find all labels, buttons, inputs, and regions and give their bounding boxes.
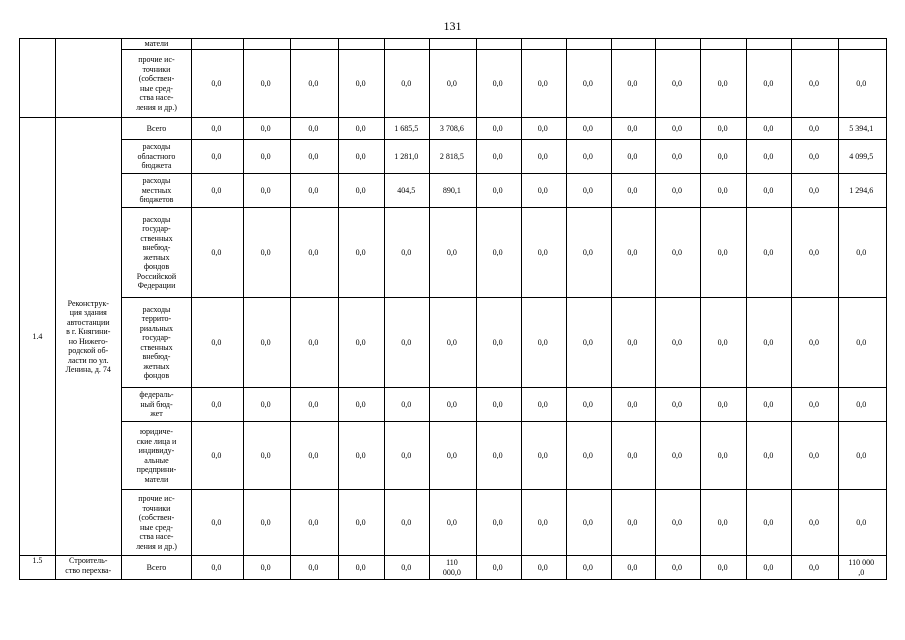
value-cell: 0,0 <box>243 388 290 422</box>
value-cell: 0,0 <box>243 490 290 556</box>
value-cell: 110 000 ,0 <box>838 556 886 580</box>
value-cell: 0,0 <box>430 490 476 556</box>
funding-source-cell: расходы государ- ственных внебюд- жетных фондов Российской Федерации <box>121 208 191 298</box>
value-cell: 0,0 <box>701 388 747 422</box>
value-cell: 0,0 <box>192 422 243 490</box>
value-cell: 1 281,0 <box>385 140 430 174</box>
value-cell: 0,0 <box>521 388 566 422</box>
value-cell <box>385 39 430 50</box>
value-cell: 0,0 <box>339 298 385 388</box>
value-cell: 0,0 <box>339 388 385 422</box>
item-number: 1.4 <box>20 118 56 556</box>
value-cell: 1 294,6 <box>838 174 886 208</box>
value-cell: 0,0 <box>339 422 385 490</box>
value-cell: 0,0 <box>385 298 430 388</box>
value-cell: 0,0 <box>655 556 700 580</box>
value-cell: 0,0 <box>476 208 521 298</box>
value-cell: 0,0 <box>566 298 611 388</box>
value-cell: 0,0 <box>701 490 747 556</box>
value-cell: 0,0 <box>792 208 838 298</box>
table-row <box>20 298 887 388</box>
value-cell: 0,0 <box>566 174 611 208</box>
value-cell: 0,0 <box>701 140 747 174</box>
item-number-cell <box>20 39 56 118</box>
value-cell: 0,0 <box>290 118 338 140</box>
value-cell: 0,0 <box>792 140 838 174</box>
value-cell: 0,0 <box>838 298 886 388</box>
value-cell: 0,0 <box>566 208 611 298</box>
value-cell: 0,0 <box>243 174 290 208</box>
table-row <box>20 174 887 208</box>
value-cell: 0,0 <box>521 140 566 174</box>
value-cell: 0,0 <box>566 140 611 174</box>
value-cell: 0,0 <box>521 50 566 118</box>
value-cell: 0,0 <box>655 298 700 388</box>
funding-source-cell: юридиче- ские лица и индивиду- альные предприни- матели <box>121 422 191 490</box>
value-cell: 0,0 <box>747 174 792 208</box>
value-cell: 0,0 <box>838 50 886 118</box>
value-cell: 3 708,6 <box>430 118 476 140</box>
value-cell: 0,0 <box>701 556 747 580</box>
funding-source-cell: федераль- ный бюд- жет <box>121 388 191 422</box>
value-cell: 0,0 <box>192 208 243 298</box>
table-row <box>20 39 887 50</box>
funding-source-cell: прочие ис- точники (собствен- ные сред- ства насе- ления и др.) <box>121 490 191 556</box>
value-cell: 0,0 <box>611 174 655 208</box>
value-cell: 0,0 <box>792 50 838 118</box>
value-cell: 0,0 <box>192 174 243 208</box>
table-row <box>20 490 887 556</box>
value-cell: 0,0 <box>476 556 521 580</box>
value-cell: 4 099,5 <box>838 140 886 174</box>
value-cell: 0,0 <box>747 388 792 422</box>
value-cell: 0,0 <box>290 422 338 490</box>
value-cell: 5 394,1 <box>838 118 886 140</box>
value-cell: 0,0 <box>566 556 611 580</box>
value-cell: 0,0 <box>521 174 566 208</box>
value-cell: 0,0 <box>747 118 792 140</box>
funding-source-cell: Всего <box>121 118 191 140</box>
value-cell: 0,0 <box>611 118 655 140</box>
value-cell: 0,0 <box>655 140 700 174</box>
value-cell: 110 000,0 <box>430 556 476 580</box>
table-row <box>20 556 887 580</box>
value-cell: 0,0 <box>611 208 655 298</box>
value-cell: 0,0 <box>290 50 338 118</box>
value-cell: 0,0 <box>655 118 700 140</box>
value-cell: 0,0 <box>838 388 886 422</box>
value-cell: 0,0 <box>243 298 290 388</box>
value-cell: 0,0 <box>655 208 700 298</box>
value-cell <box>747 39 792 50</box>
value-cell: 0,0 <box>521 118 566 140</box>
table-row <box>20 118 887 140</box>
value-cell: 0,0 <box>476 422 521 490</box>
value-cell: 0,0 <box>566 118 611 140</box>
value-cell: 0,0 <box>339 140 385 174</box>
funding-source-cell: расходы областного бюджета <box>121 140 191 174</box>
value-cell: 0,0 <box>838 490 886 556</box>
table-row <box>20 50 887 118</box>
funding-source-cell: Всего <box>121 556 191 580</box>
value-cell: 0,0 <box>192 556 243 580</box>
value-cell: 0,0 <box>611 140 655 174</box>
value-cell: 0,0 <box>243 556 290 580</box>
value-cell: 0,0 <box>701 422 747 490</box>
value-cell: 0,0 <box>566 490 611 556</box>
value-cell <box>192 39 243 50</box>
value-cell: 0,0 <box>476 388 521 422</box>
item-name-cell <box>55 39 121 118</box>
value-cell: 0,0 <box>385 422 430 490</box>
table-row <box>20 422 887 490</box>
value-cell: 0,0 <box>290 174 338 208</box>
value-cell: 0,0 <box>339 556 385 580</box>
value-cell: 0,0 <box>655 422 700 490</box>
value-cell: 0,0 <box>701 118 747 140</box>
value-cell: 0,0 <box>339 174 385 208</box>
value-cell: 0,0 <box>792 490 838 556</box>
table-row <box>20 208 887 298</box>
table-body <box>20 39 887 580</box>
value-cell: 0,0 <box>192 140 243 174</box>
value-cell: 0,0 <box>290 140 338 174</box>
value-cell: 0,0 <box>290 298 338 388</box>
value-cell: 0,0 <box>655 388 700 422</box>
value-cell <box>430 39 476 50</box>
value-cell <box>655 39 700 50</box>
value-cell: 404,5 <box>385 174 430 208</box>
value-cell: 0,0 <box>192 50 243 118</box>
value-cell <box>290 39 338 50</box>
value-cell: 0,0 <box>566 422 611 490</box>
value-cell: 0,0 <box>747 556 792 580</box>
value-cell: 0,0 <box>655 174 700 208</box>
value-cell <box>476 39 521 50</box>
item-name: Строитель- ство перехва- <box>55 556 121 580</box>
value-cell: 0,0 <box>701 298 747 388</box>
value-cell: 0,0 <box>521 298 566 388</box>
value-cell: 0,0 <box>611 388 655 422</box>
value-cell: 0,0 <box>611 422 655 490</box>
value-cell <box>566 39 611 50</box>
value-cell: 890,1 <box>430 174 476 208</box>
value-cell: 0,0 <box>838 208 886 298</box>
value-cell: 0,0 <box>430 208 476 298</box>
value-cell: 0,0 <box>747 140 792 174</box>
value-cell: 0,0 <box>792 422 838 490</box>
value-cell: 0,0 <box>290 208 338 298</box>
value-cell <box>838 39 886 50</box>
value-cell: 0,0 <box>566 50 611 118</box>
value-cell: 0,0 <box>792 118 838 140</box>
value-cell: 0,0 <box>339 50 385 118</box>
value-cell: 0,0 <box>243 118 290 140</box>
funding-source-cell: расходы террито- риальных государ- ственных внебюд- жетных фондов <box>121 298 191 388</box>
value-cell: 0,0 <box>385 556 430 580</box>
item-number: 1.5 <box>20 556 56 580</box>
value-cell: 0,0 <box>430 422 476 490</box>
value-cell: 0,0 <box>747 298 792 388</box>
value-cell: 0,0 <box>792 174 838 208</box>
table-row <box>20 140 887 174</box>
value-cell: 0,0 <box>566 388 611 422</box>
value-cell: 0,0 <box>747 50 792 118</box>
value-cell: 0,0 <box>339 208 385 298</box>
value-cell: 0,0 <box>385 50 430 118</box>
value-cell: 0,0 <box>792 388 838 422</box>
value-cell: 0,0 <box>192 388 243 422</box>
funding-source-cell: матели <box>121 39 191 50</box>
value-cell: 0,0 <box>476 50 521 118</box>
value-cell: 0,0 <box>521 490 566 556</box>
value-cell: 0,0 <box>290 388 338 422</box>
value-cell: 0,0 <box>701 50 747 118</box>
value-cell: 0,0 <box>701 174 747 208</box>
funding-table <box>19 38 887 580</box>
value-cell: 0,0 <box>521 556 566 580</box>
value-cell: 0,0 <box>243 208 290 298</box>
item-name: Реконструк- ция здания автостанции в г. Княгини- но Нижего- родской об- ласти по ул. Ленина, д. 74 <box>55 118 121 556</box>
value-cell: 0,0 <box>192 118 243 140</box>
value-cell: 0,0 <box>521 422 566 490</box>
value-cell: 0,0 <box>611 298 655 388</box>
value-cell: 0,0 <box>192 298 243 388</box>
value-cell: 0,0 <box>611 490 655 556</box>
value-cell: 0,0 <box>701 208 747 298</box>
value-cell <box>339 39 385 50</box>
value-cell: 0,0 <box>747 422 792 490</box>
value-cell: 0,0 <box>430 298 476 388</box>
value-cell: 0,0 <box>339 490 385 556</box>
value-cell <box>792 39 838 50</box>
value-cell: 0,0 <box>747 208 792 298</box>
value-cell <box>611 39 655 50</box>
value-cell <box>521 39 566 50</box>
value-cell: 0,0 <box>430 388 476 422</box>
value-cell: 0,0 <box>243 140 290 174</box>
value-cell: 0,0 <box>290 490 338 556</box>
value-cell: 0,0 <box>611 556 655 580</box>
value-cell: 0,0 <box>339 118 385 140</box>
value-cell: 0,0 <box>192 490 243 556</box>
value-cell: 0,0 <box>655 50 700 118</box>
value-cell: 0,0 <box>476 140 521 174</box>
funding-source-cell: расходы местных бюджетов <box>121 174 191 208</box>
value-cell: 0,0 <box>521 208 566 298</box>
value-cell: 0,0 <box>430 50 476 118</box>
value-cell: 0,0 <box>838 422 886 490</box>
value-cell: 0,0 <box>476 174 521 208</box>
page-number: 131 <box>443 19 462 33</box>
value-cell: 1 685,5 <box>385 118 430 140</box>
funding-source-cell: прочие ис- точники (собствен- ные сред- ства насе- ления и др.) <box>121 50 191 118</box>
value-cell: 0,0 <box>792 298 838 388</box>
value-cell <box>701 39 747 50</box>
value-cell: 0,0 <box>243 50 290 118</box>
value-cell: 0,0 <box>655 490 700 556</box>
value-cell: 0,0 <box>476 298 521 388</box>
value-cell: 0,0 <box>290 556 338 580</box>
value-cell: 0,0 <box>385 208 430 298</box>
value-cell: 0,0 <box>476 118 521 140</box>
value-cell: 0,0 <box>792 556 838 580</box>
value-cell: 0,0 <box>611 50 655 118</box>
value-cell: 0,0 <box>385 388 430 422</box>
value-cell: 2 818,5 <box>430 140 476 174</box>
value-cell: 0,0 <box>476 490 521 556</box>
table-row <box>20 388 887 422</box>
value-cell: 0,0 <box>385 490 430 556</box>
value-cell <box>243 39 290 50</box>
value-cell: 0,0 <box>243 422 290 490</box>
value-cell: 0,0 <box>747 490 792 556</box>
